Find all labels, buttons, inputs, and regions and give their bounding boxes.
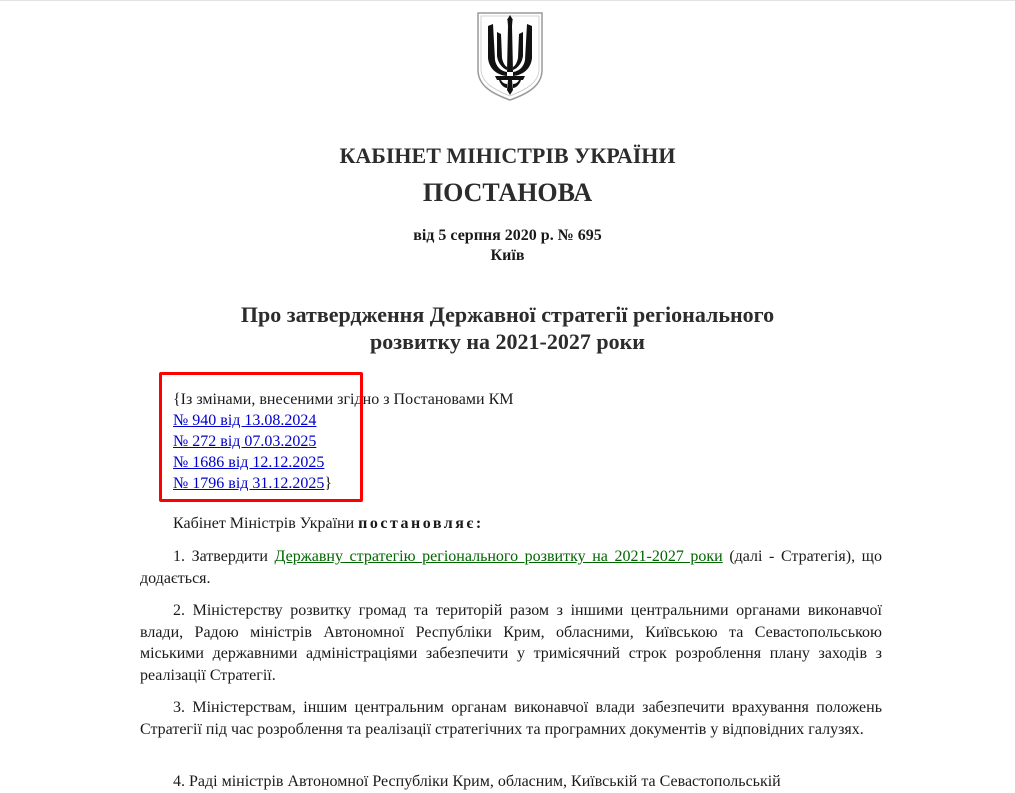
paragraph-4 [140, 771, 882, 793]
amendments-intro: {Із змінами, внесеними згідно з Постановами КМ [173, 391, 514, 408]
paragraph-1-end: (далі - Стратегія), що додається. [140, 548, 882, 587]
paragraph-1-start: 1. Затвердити [173, 548, 275, 565]
organization-name: КАБІНЕТ МІНІСТРІВ УКРАЇНИ [339, 143, 676, 168]
amendment-link-1686[interactable]: № 1686 від 12.12.2025 [173, 454, 325, 471]
top-divider [0, 0, 1015, 1]
amendment-link-272[interactable]: № 272 від 07.03.2025 [173, 433, 317, 450]
preamble-text: Кабінет Міністрів України [173, 515, 359, 532]
amendment-link-1796[interactable]: № 1796 від 31.12.2025 [173, 475, 325, 492]
paragraph-2 [140, 600, 882, 686]
highlight-box [159, 372, 363, 502]
amendment-link-940[interactable]: № 940 від 13.08.2024 [173, 412, 317, 429]
document-title-line-2: розвитку на 2021-2027 роки [370, 329, 645, 354]
coat-of-arms-of-ukraine-icon [475, 10, 545, 102]
document-title-line-1: Про затвердження Державної стратегії регіонального [240, 302, 775, 327]
document-title [0, 301, 1015, 355]
document-city: Київ [490, 247, 525, 264]
document-type: ПОСТАНОВА [422, 178, 593, 207]
strategy-link[interactable]: Державну стратегію регіонального розвитку на 2021-2027 роки [274, 548, 723, 565]
amendments-closing-brace: } [324, 475, 333, 492]
paragraph-3 [140, 697, 882, 740]
document-date-number: від 5 серпня 2020 р. № 695 [413, 227, 602, 244]
preamble [140, 513, 882, 535]
paragraph-4-text: 4. Раді міністрів Автономної Республіки Крим, обласним, Київській та Севастопольській [173, 773, 781, 790]
paragraph-3-text: 3. Міністерствам, іншим центральним органам виконавчої влади забезпечити врахування положень Стратегії під час розроблення та реалізації стратегічних та програмних документів у відповідних галузях. [140, 699, 882, 738]
paragraph-1 [140, 546, 882, 589]
preamble-emphasis: постановляє: [358, 515, 484, 532]
paragraph-2-text: 2. Міністерству розвитку громад та територій разом з іншими центральними органами виконавчої влади, Радою міністрів Автономної Республіки Крим, обласними, Київською та Севастопольською міськими державними адміністраціями забезпечити у тримісячний строк розроблення плану заходів з реалізації Стратегії. [140, 602, 882, 684]
